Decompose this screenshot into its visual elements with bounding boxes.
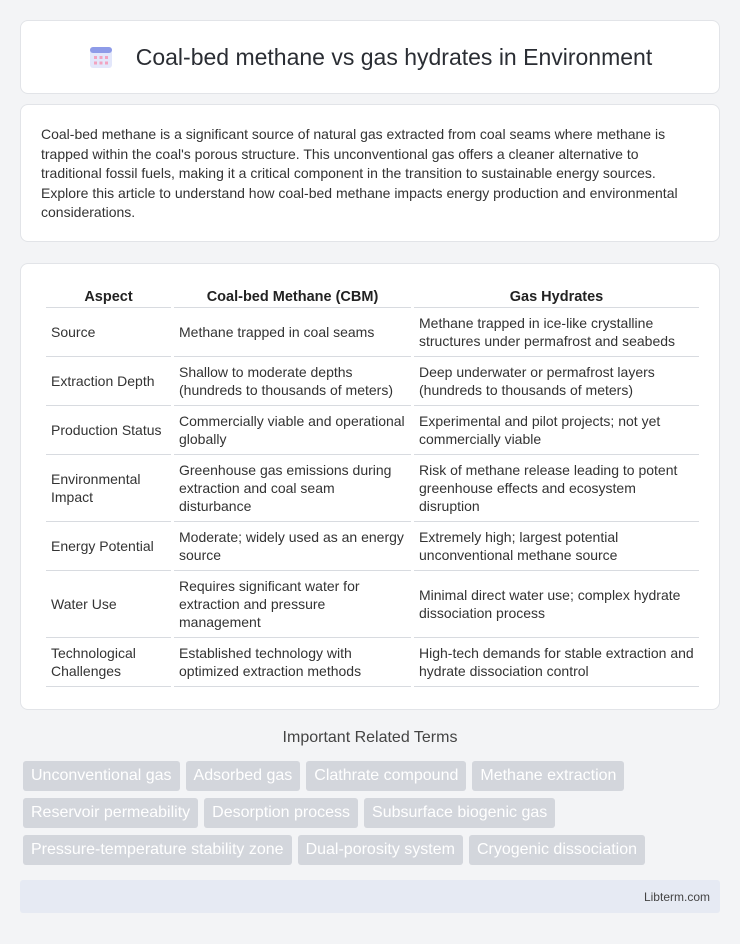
cbm-cell: Commercially viable and operational globally bbox=[174, 406, 411, 455]
tag-reservoir-permeability[interactable]: Reservoir permeability bbox=[23, 798, 198, 828]
comparison-table-card bbox=[20, 263, 720, 710]
aspect-cell: Technological Challenges bbox=[46, 638, 171, 687]
tag-pressure-temperature-stability-zone[interactable]: Pressure-temperature stability zone bbox=[23, 835, 292, 865]
cbm-cell: Methane trapped in coal seams bbox=[174, 308, 411, 357]
tag-row bbox=[23, 761, 723, 791]
cbm-cell: Shallow to moderate depths (hundreds to thousands of meters) bbox=[174, 357, 411, 406]
related-terms-title: Important Related Terms bbox=[282, 729, 458, 746]
table-row bbox=[46, 571, 699, 638]
tag-row bbox=[23, 835, 723, 865]
footer-brand-link[interactable]: Libterm.com bbox=[643, 889, 710, 904]
hydrates-cell: Extremely high; largest potential unconventional methane source bbox=[414, 522, 699, 571]
table-row bbox=[46, 522, 699, 571]
related-terms-tags bbox=[23, 761, 723, 872]
intro-card bbox=[20, 104, 720, 242]
aspect-cell: Water Use bbox=[46, 571, 171, 638]
aspect-cell: Energy Potential bbox=[46, 522, 171, 571]
table-row bbox=[46, 357, 699, 406]
calendar-grid-icon bbox=[88, 44, 114, 70]
table-row bbox=[46, 406, 699, 455]
comparison-table bbox=[43, 284, 702, 687]
aspect-cell: Source bbox=[46, 308, 171, 357]
page-title: Coal-bed methane vs gas hydrates in Environment bbox=[135, 43, 653, 70]
hydrates-cell: Methane trapped in ice-like crystalline structures under permafrost and seabeds bbox=[414, 308, 699, 357]
column-header: Aspect bbox=[46, 284, 171, 308]
table-row bbox=[46, 638, 699, 687]
tag-clathrate-compound[interactable]: Clathrate compound bbox=[306, 761, 466, 791]
aspect-cell: Production Status bbox=[46, 406, 171, 455]
header-card bbox=[20, 20, 720, 94]
hydrates-cell: Minimal direct water use; complex hydrate dissociation process bbox=[414, 571, 699, 638]
hydrates-cell: High-tech demands for stable extraction and hydrate dissociation control bbox=[414, 638, 699, 687]
table-header-row bbox=[46, 284, 699, 308]
tag-subsurface-biogenic-gas[interactable]: Subsurface biogenic gas bbox=[364, 798, 555, 828]
tag-methane-extraction[interactable]: Methane extraction bbox=[472, 761, 624, 791]
cbm-cell: Greenhouse gas emissions during extraction and coal seam disturbance bbox=[174, 455, 411, 522]
table-row bbox=[46, 308, 699, 357]
aspect-cell: Environmental Impact bbox=[46, 455, 171, 522]
column-header: Gas Hydrates bbox=[414, 284, 699, 308]
aspect-cell: Extraction Depth bbox=[46, 357, 171, 406]
tag-desorption-process[interactable]: Desorption process bbox=[204, 798, 358, 828]
hydrates-cell: Deep underwater or permafrost layers (hundreds to thousands of meters) bbox=[414, 357, 699, 406]
cbm-cell: Established technology with optimized extraction methods bbox=[174, 638, 411, 687]
footer bbox=[20, 880, 720, 913]
column-header: Coal-bed Methane (CBM) bbox=[174, 284, 411, 308]
cbm-cell: Moderate; widely used as an energy source bbox=[174, 522, 411, 571]
cbm-cell: Requires significant water for extraction and pressure management bbox=[174, 571, 411, 638]
intro-text: Coal-bed methane is a significant source of natural gas extracted from coal seams where methane is trapped within the coal's porous structure. This unconventional gas offers a cleaner alternative to traditional fossil fuels, making it a critical component in the transition to sustainable energy sources. Explore this article to understand how coal-bed methane impacts energy production and environmental considerations. bbox=[41, 126, 678, 220]
hydrates-cell: Risk of methane release leading to potent greenhouse effects and ecosystem disruption bbox=[414, 455, 699, 522]
tag-adsorbed-gas[interactable]: Adsorbed gas bbox=[186, 761, 301, 791]
table-row bbox=[46, 455, 699, 522]
tag-row bbox=[23, 798, 723, 828]
hydrates-cell: Experimental and pilot projects; not yet commercially viable bbox=[414, 406, 699, 455]
tag-dual-porosity-system[interactable]: Dual-porosity system bbox=[298, 835, 463, 865]
tag-unconventional-gas[interactable]: Unconventional gas bbox=[23, 761, 180, 791]
tag-cryogenic-dissociation[interactable]: Cryogenic dissociation bbox=[469, 835, 645, 865]
